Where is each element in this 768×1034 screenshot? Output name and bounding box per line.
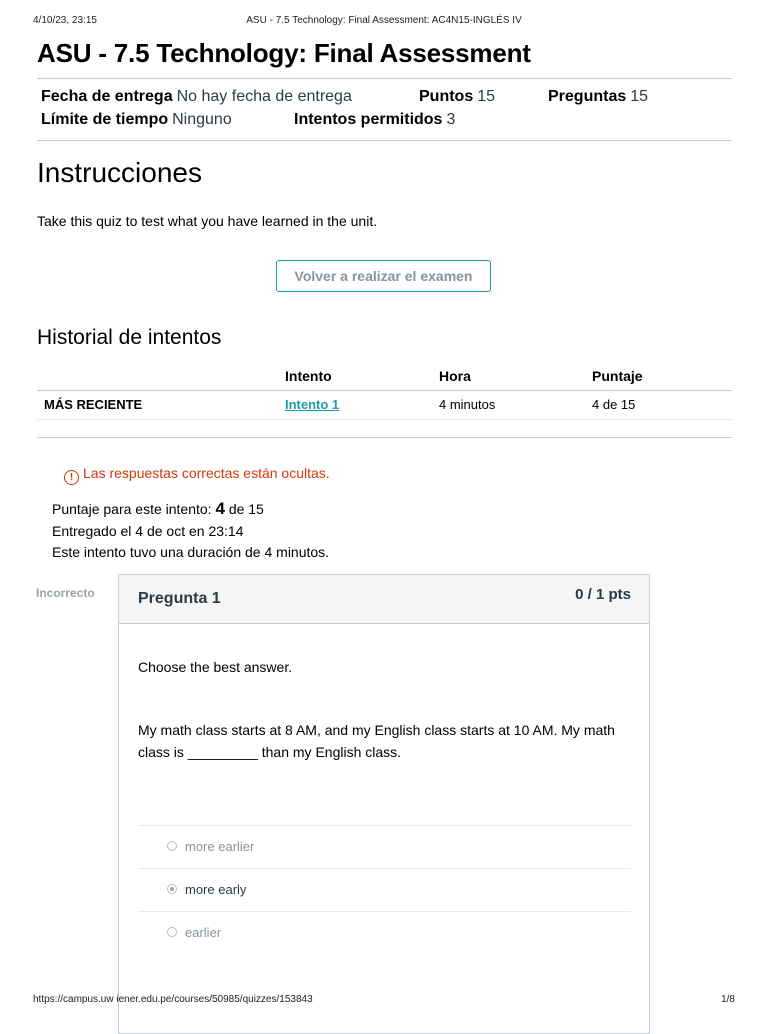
attempt-time: 4 minutos <box>439 397 496 412</box>
table-divider <box>37 390 732 391</box>
answer-label: earlier <box>185 925 222 940</box>
answer-option[interactable] <box>138 825 631 868</box>
quiz-meta-row-1 <box>41 88 731 108</box>
answer-label: more earlier <box>185 839 255 854</box>
answer-option[interactable] <box>138 868 631 911</box>
attempt-1-link[interactable]: Intento 1 <box>285 397 340 412</box>
retake-quiz-button[interactable]: Volver a realizar el examen <box>276 260 491 292</box>
column-header-time: Hora <box>439 368 471 384</box>
radio-button-selected[interactable] <box>167 884 177 894</box>
table-divider <box>37 419 732 420</box>
column-header-score: Puntaje <box>592 368 643 384</box>
question-title: Pregunta 1 <box>138 590 221 607</box>
questions-count: Preguntas 15 <box>548 88 649 105</box>
print-title: ASU - 7.5 Technology: Final Assessment: AC4N15-INGLÉS IV <box>246 15 522 26</box>
attempt-score-line: Puntaje para este intento: 4 de 15 <box>52 499 264 518</box>
duration-line: Este intento tuvo una duración de 4 minutos. <box>52 544 330 560</box>
exclamation-circle-icon: ! <box>64 470 79 485</box>
attempts-allowed: Intentos permitidos 3 <box>294 111 456 128</box>
radio-button[interactable] <box>167 841 177 851</box>
attempt-history-heading: Historial de intentos <box>37 326 222 349</box>
print-date: 4/10/23, 23:15 <box>33 15 97 26</box>
column-header-attempt: Intento <box>285 368 332 384</box>
question-card <box>118 574 650 1034</box>
divider <box>37 140 732 141</box>
page-number: 1/8 <box>721 994 735 1005</box>
most-recent-label: MÁS RECIENTE <box>44 397 143 412</box>
print-url: https://campus.uw iener.edu.pe/courses/50985/quizzes/153843 <box>33 994 313 1005</box>
submitted-line: Entregado el 4 de oct en 23:14 <box>52 523 244 539</box>
correct-answers-hidden-notice: ! Las respuestas correctas están ocultas. <box>64 465 330 485</box>
attempt-score: 4 de 15 <box>592 397 636 412</box>
answer-label: more early <box>185 882 247 897</box>
divider <box>37 437 732 438</box>
question-status-label: Incorrecto <box>36 586 95 600</box>
points: Puntos 15 <box>419 88 496 105</box>
due-date: Fecha de entrega No hay fecha de entrega <box>41 88 352 105</box>
question-header <box>119 575 649 624</box>
instructions-heading: Instrucciones <box>37 157 202 188</box>
answer-list <box>138 825 631 954</box>
answer-option[interactable] <box>138 911 631 954</box>
instructions-text: Take this quiz to test what you have learned in the unit. <box>37 213 378 229</box>
page-title: ASU - 7.5 Technology: Final Assessment <box>37 38 531 68</box>
time-limit: Límite de tiempo Ninguno <box>41 111 232 128</box>
question-prompt: Choose the best answer. <box>138 659 293 675</box>
question-text: My math class starts at 8 AM, and my English class starts at 10 AM. My math class is _________ than my English class. <box>138 722 615 760</box>
quiz-meta-row-2 <box>41 111 731 131</box>
attempt-score-value: 4 <box>215 499 225 518</box>
radio-button[interactable] <box>167 927 177 937</box>
question-points: 0 / 1 pts <box>575 586 631 603</box>
divider <box>37 78 732 79</box>
